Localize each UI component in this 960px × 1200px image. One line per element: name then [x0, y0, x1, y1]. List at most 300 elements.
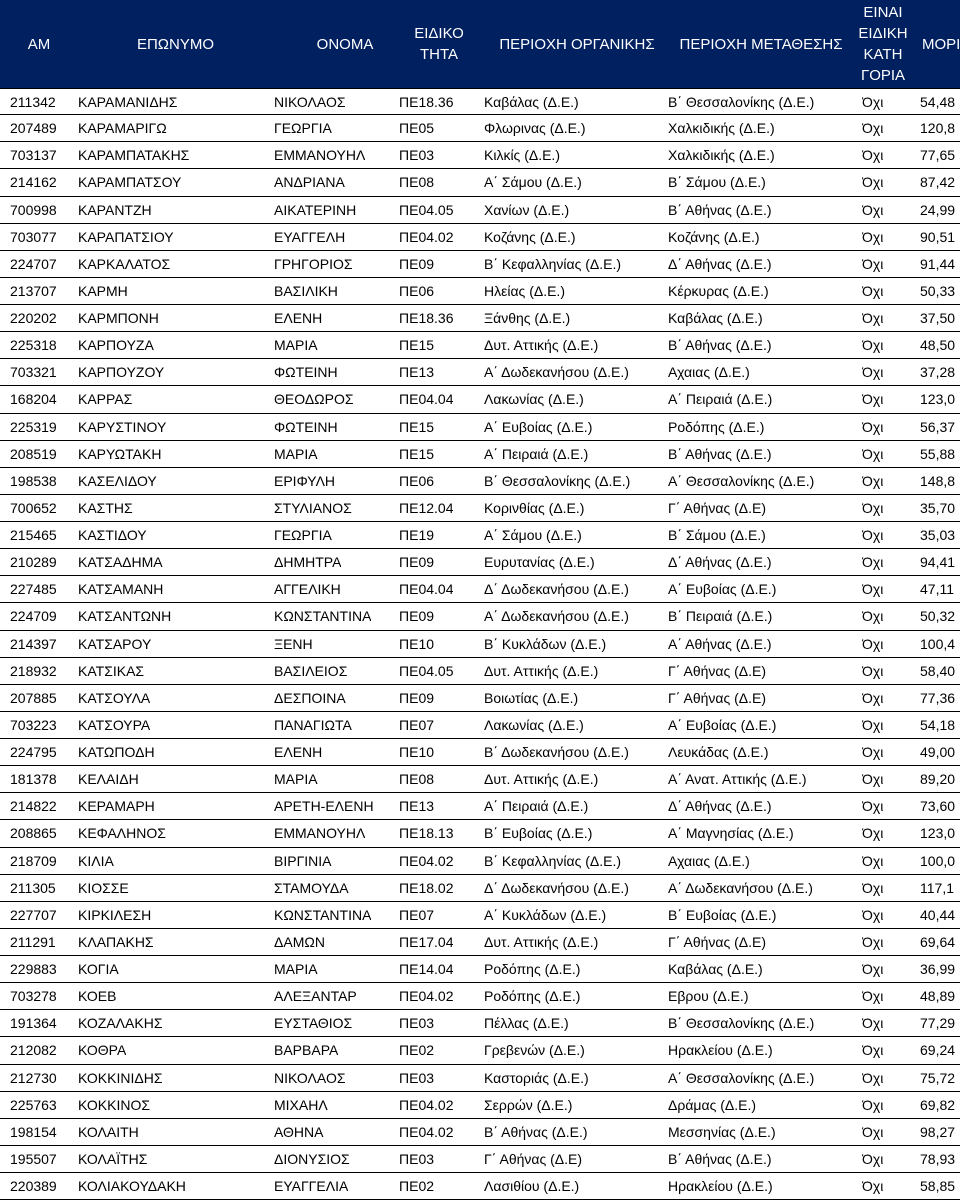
cell-eponymo: ΚΑΤΩΠΟΔΗ [78, 744, 155, 761]
cell-perioxi-organikis: Β΄ Κεφαλληνίας (Δ.Ε.) [484, 852, 622, 869]
cell-am: 220202 [10, 310, 57, 327]
cell-am: 703077 [10, 228, 57, 245]
cell-eponymo: ΚΕΦΑΛΗΝΟΣ [78, 825, 166, 842]
cell-moria: 69,64 [920, 933, 956, 950]
cell-eidiki-kathgoria: Όχι [862, 852, 884, 869]
cell-perioxi-metathesis: Β΄ Αθήνας (Δ.Ε.) [668, 445, 772, 462]
table-row [0, 603, 960, 630]
cell-onoma: ΕΥΑΓΓΕΛΙΑ [274, 1178, 349, 1195]
cell-onoma: ΜΑΡΙΑ [274, 771, 318, 788]
cell-eidiki-kathgoria: Όχι [862, 581, 884, 598]
cell-perioxi-metathesis: Γ΄ Αθήνας (Δ.Ε) [668, 662, 767, 679]
cell-moria: 100,0 [920, 852, 956, 869]
cell-am: 229883 [10, 961, 57, 978]
cell-perioxi-metathesis: Α΄ Ευβοίας (Δ.Ε.) [668, 581, 777, 598]
cell-am: 191364 [10, 1015, 57, 1032]
cell-am: 207885 [10, 689, 57, 706]
cell-perioxi-metathesis: Αχαιας (Δ.Ε.) [668, 852, 750, 869]
cell-onoma: ΔΙΟΝΥΣΙΟΣ [274, 1150, 350, 1167]
cell-eidikotita: ΠΕ13 [399, 798, 435, 815]
cell-onoma: ΞΕΝΗ [274, 635, 313, 652]
table-row [0, 902, 960, 929]
cell-eidiki-kathgoria: Όχι [862, 93, 884, 110]
cell-perioxi-metathesis: Δ΄ Αθήνας (Δ.Ε.) [668, 798, 772, 815]
cell-onoma: ΒΑΡΒΑΡΑ [274, 1042, 339, 1059]
cell-am: 218932 [10, 662, 57, 679]
table-row [0, 386, 960, 413]
cell-onoma: ΕΛΕΝΗ [274, 744, 323, 761]
cell-moria: 58,40 [920, 662, 956, 679]
cell-eidikotita: ΠΕ17.04 [399, 933, 454, 950]
cell-eidikotita: ΠΕ09 [399, 608, 435, 625]
cell-eponymo: ΚΙΟΣΣΕ [78, 879, 129, 896]
cell-eponymo: ΚΑΤΣΑΔΗΜΑ [78, 554, 163, 571]
cell-eponymo: ΚΙΛΙΑ [78, 852, 114, 869]
cell-perioxi-organikis: Ηλείας (Δ.Ε.) [484, 282, 565, 299]
cell-onoma: ΕΡΙΦΥΛΗ [274, 472, 336, 489]
cell-eponymo: ΚΟΛΙΑΚΟΥΔΑΚΗ [78, 1178, 186, 1195]
cell-moria: 69,24 [920, 1042, 956, 1059]
cell-perioxi-metathesis: Χαλκιδικής (Δ.Ε.) [668, 120, 775, 137]
cell-perioxi-organikis: Δυτ. Αττικής (Δ.Ε.) [484, 337, 599, 354]
cell-perioxi-organikis: Ροδόπης (Δ.Ε.) [484, 988, 581, 1005]
cell-perioxi-organikis: Φλωρινας (Δ.Ε.) [484, 120, 586, 137]
cell-am: 224707 [10, 255, 57, 272]
table-row [0, 1092, 960, 1119]
cell-onoma: ΒΑΣΙΛΕΙΟΣ [274, 662, 348, 679]
cell-eidiki-kathgoria: Όχι [862, 1096, 884, 1113]
table-row [0, 468, 960, 495]
cell-eidiki-kathgoria: Όχι [862, 554, 884, 571]
cell-perioxi-organikis: Κιλκίς (Δ.Ε.) [484, 147, 560, 164]
table-row [0, 414, 960, 441]
cell-perioxi-metathesis: Α΄ Θεσσαλονίκης (Δ.Ε.) [668, 1069, 815, 1086]
cell-am: 700652 [10, 499, 57, 516]
cell-perioxi-metathesis: Β΄ Θεσσαλονίκης (Δ.Ε.) [668, 93, 815, 110]
cell-eponymo: ΚΑΡΑΜΑΝΙΔΗΣ [78, 93, 178, 110]
cell-am: 227707 [10, 906, 57, 923]
cell-eidiki-kathgoria: Όχι [862, 282, 884, 299]
cell-eponymo: ΚΟΓΙΑ [78, 961, 119, 978]
cell-moria: 77,29 [920, 1015, 956, 1032]
cell-moria: 69,82 [920, 1096, 956, 1113]
cell-onoma: ΜΑΡΙΑ [274, 445, 318, 462]
cell-eidiki-kathgoria: Όχι [862, 201, 884, 218]
cell-moria: 48,89 [920, 988, 956, 1005]
cell-eponymo: ΚΑΡΥΩΤΑΚΗ [78, 445, 162, 462]
table-row [0, 251, 960, 278]
cell-moria: 35,70 [920, 499, 956, 516]
cell-eidiki-kathgoria: Όχι [862, 445, 884, 462]
cell-onoma: ΦΩΤΕΙΝΗ [274, 418, 338, 435]
cell-onoma: ΓΡΗΓΟΡΙΟΣ [274, 255, 353, 272]
cell-eidikotita: ΠΕ04.05 [399, 201, 454, 218]
cell-eidikotita: ΠΕ04.02 [399, 852, 454, 869]
table-row [0, 495, 960, 522]
cell-perioxi-metathesis: Δράμας (Δ.Ε.) [668, 1096, 756, 1113]
cell-eidikotita: ΠΕ18.36 [399, 93, 454, 110]
cell-eidikotita: ΠΕ10 [399, 635, 435, 652]
cell-perioxi-metathesis: Β΄ Αθήνας (Δ.Ε.) [668, 1150, 772, 1167]
cell-eponymo: ΚΕΛΑΙΔΗ [78, 771, 139, 788]
cell-eponymo: ΚΟΖΑΛΑΚΗΣ [78, 1015, 163, 1032]
cell-eidikotita: ΠΕ09 [399, 554, 435, 571]
cell-eponymo: ΚΑΤΣΑΜΑΝΗ [78, 581, 164, 598]
cell-am: 214822 [10, 798, 57, 815]
cell-moria: 123,0 [920, 825, 956, 842]
cell-am: 703278 [10, 988, 57, 1005]
cell-perioxi-organikis: Ροδόπης (Δ.Ε.) [484, 961, 581, 978]
cell-perioxi-metathesis: Γ΄ Αθήνας (Δ.Ε) [668, 499, 767, 516]
cell-eidiki-kathgoria: Όχι [862, 771, 884, 788]
cell-onoma: ΑΘΗΝΑ [274, 1123, 324, 1140]
cell-perioxi-metathesis: Α΄ Ανατ. Αττικής (Δ.Ε.) [668, 771, 807, 788]
cell-perioxi-metathesis: Α΄ Θεσσαλονίκης (Δ.Ε.) [668, 472, 815, 489]
cell-eidikotita: ΠΕ15 [399, 418, 435, 435]
cell-onoma: ΚΩΝΣΤΑΝΤΙΝΑ [274, 906, 372, 923]
cell-eidikotita: ΠΕ08 [399, 174, 435, 191]
table-row [0, 278, 960, 305]
cell-eidikotita: ΠΕ07 [399, 716, 435, 733]
cell-eidikotita: ΠΕ13 [399, 364, 435, 381]
cell-perioxi-metathesis: Δ΄ Αθήνας (Δ.Ε.) [668, 255, 772, 272]
table-row [0, 441, 960, 468]
cell-am: 198154 [10, 1123, 57, 1140]
cell-perioxi-organikis: Ξάνθης (Δ.Ε.) [484, 310, 571, 327]
cell-moria: 40,44 [920, 906, 956, 923]
cell-perioxi-metathesis: Α΄ Δωδεκανήσου (Δ.Ε.) [668, 879, 813, 896]
cell-eidiki-kathgoria: Όχι [862, 1042, 884, 1059]
cell-onoma: ΦΩΤΕΙΝΗ [274, 364, 338, 381]
cell-onoma: ΣΤΥΛΙΑΝΟΣ [274, 499, 352, 516]
cell-perioxi-organikis: Καστοριάς (Δ.Ε.) [484, 1069, 589, 1086]
table-row [0, 685, 960, 712]
cell-onoma: ΑΙΚΑΤΕΡΙΝΗ [274, 201, 357, 218]
cell-perioxi-organikis: Κοζάνης (Δ.Ε.) [484, 228, 576, 245]
cell-perioxi-organikis: Ευρυτανίας (Δ.Ε.) [484, 554, 595, 571]
cell-eidiki-kathgoria: Όχι [862, 1123, 884, 1140]
cell-eidiki-kathgoria: Όχι [862, 798, 884, 815]
cell-onoma: ΚΩΝΣΤΑΝΤΙΝΑ [274, 608, 372, 625]
cell-am: 225318 [10, 337, 57, 354]
table-row [0, 115, 960, 142]
cell-am: 213707 [10, 282, 57, 299]
table-row [0, 766, 960, 793]
cell-perioxi-metathesis: Εβρου (Δ.Ε.) [668, 988, 749, 1005]
cell-eponymo: ΚΑΡΡΑΣ [78, 391, 133, 408]
cell-perioxi-organikis: Α΄ Κυκλάδων (Δ.Ε.) [484, 906, 607, 923]
cell-eponymo: ΚΑΡΑΝΤΖΗ [78, 201, 152, 218]
cell-onoma: ΘΕΟΔΩΡΟΣ [274, 391, 354, 408]
table-row [0, 197, 960, 224]
cell-eidikotita: ΠΕ18.13 [399, 825, 454, 842]
cell-perioxi-organikis: Καβάλας (Δ.Ε.) [484, 93, 579, 110]
cell-onoma: ΑΡΕΤΗ-ΕΛΕΝΗ [274, 798, 374, 815]
cell-perioxi-organikis: Β΄ Κυκλάδων (Δ.Ε.) [484, 635, 607, 652]
cell-perioxi-organikis: Λακωνίας (Δ.Ε.) [484, 391, 584, 408]
cell-eponymo: ΚΟΛΑΙΤΗ [78, 1123, 139, 1140]
cell-moria: 36,99 [920, 961, 956, 978]
cell-eidikotita: ΠΕ05 [399, 120, 435, 137]
table-row [0, 576, 960, 603]
cell-perioxi-metathesis: Ηρακλείου (Δ.Ε.) [668, 1042, 773, 1059]
cell-eidikotita: ΠΕ07 [399, 906, 435, 923]
cell-eidikotita: ΠΕ04.02 [399, 1096, 454, 1113]
cell-eidiki-kathgoria: Όχι [862, 255, 884, 272]
cell-moria: 117,1 [920, 879, 954, 896]
cell-moria: 91,44 [920, 255, 956, 272]
cell-onoma: ΕΜΜΑΝΟΥΗΛ [274, 825, 366, 842]
cell-perioxi-organikis: Βοιωτίας (Δ.Ε.) [484, 689, 579, 706]
cell-perioxi-organikis: Σερρών (Δ.Ε.) [484, 1096, 573, 1113]
cell-eidikotita: ΠΕ04.04 [399, 581, 454, 598]
cell-eponymo: ΚΑΡΠΟΥΖΟΥ [78, 364, 165, 381]
cell-eponymo: ΚΑΣΤΗΣ [78, 499, 133, 516]
cell-eponymo: ΚΟΚΚΙΝΟΣ [78, 1096, 151, 1113]
cell-am: 214162 [10, 174, 57, 191]
cell-eidiki-kathgoria: Όχι [862, 716, 884, 733]
cell-perioxi-metathesis: Γ΄ Αθήνας (Δ.Ε) [668, 689, 767, 706]
cell-eidikotita: ΠΕ03 [399, 1069, 435, 1086]
cell-am: 198538 [10, 472, 57, 489]
cell-am: 195507 [10, 1150, 57, 1167]
cell-eidiki-kathgoria: Όχι [862, 391, 884, 408]
cell-moria: 89,20 [920, 771, 956, 788]
table-row [0, 712, 960, 739]
cell-am: 218709 [10, 852, 57, 869]
cell-am: 207489 [10, 120, 57, 137]
cell-eidiki-kathgoria: Όχι [862, 228, 884, 245]
cell-am: 700998 [10, 201, 57, 218]
cell-perioxi-organikis: Δυτ. Αττικής (Δ.Ε.) [484, 933, 599, 950]
cell-moria: 73,60 [920, 798, 956, 815]
cell-moria: 77,36 [920, 689, 956, 706]
cell-onoma: ΒΙΡΓΙΝΙΑ [274, 852, 332, 869]
header-am: ΑΜ [27, 35, 51, 53]
cell-eponymo: ΚΟΕΒ [78, 988, 117, 1005]
cell-eidiki-kathgoria: Όχι [862, 418, 884, 435]
cell-perioxi-metathesis: Α΄ Αθήνας (Δ.Ε.) [668, 635, 772, 652]
cell-eponymo: ΚΑΣΕΛΙΔΟΥ [78, 472, 157, 489]
header-perioxi-metathesis: ΠΕΡΙΟΧΗ ΜΕΤΑΘΕΣΗΣ [679, 35, 843, 53]
cell-perioxi-metathesis: Α΄ Πειραιά (Δ.Ε.) [668, 391, 773, 408]
table-row [0, 142, 960, 169]
table-header [0, 0, 960, 88]
cell-perioxi-metathesis: Α΄ Ευβοίας (Δ.Ε.) [668, 716, 777, 733]
cell-eidiki-kathgoria: Όχι [862, 499, 884, 516]
cell-moria: 100,4 [920, 635, 956, 652]
cell-perioxi-metathesis: Λευκάδας (Δ.Ε.) [668, 744, 769, 761]
cell-onoma: ΣΤΑΜΟΥΔΑ [274, 879, 349, 896]
cell-eidikotita: ΠΕ04.04 [399, 391, 454, 408]
cell-perioxi-metathesis: Β΄ Αθήνας (Δ.Ε.) [668, 201, 772, 218]
cell-moria: 37,28 [920, 364, 956, 381]
cell-moria: 54,48 [920, 93, 956, 110]
table-row [0, 169, 960, 196]
cell-am: 224709 [10, 608, 57, 625]
cell-perioxi-organikis: Δυτ. Αττικής (Δ.Ε.) [484, 771, 599, 788]
cell-eidikotita: ΠΕ12.04 [399, 499, 454, 516]
cell-onoma: ΠΑΝΑΓΙΩΤΑ [274, 716, 352, 733]
cell-perioxi-metathesis: Γ΄ Αθήνας (Δ.Ε) [668, 933, 767, 950]
table-row [0, 1010, 960, 1037]
table-row [0, 549, 960, 576]
table-row [0, 793, 960, 820]
cell-am: 225763 [10, 1096, 57, 1113]
cell-perioxi-metathesis: Ροδόπης (Δ.Ε.) [668, 418, 765, 435]
cell-eidiki-kathgoria: Όχι [862, 906, 884, 923]
cell-perioxi-organikis: Κορινθίας (Δ.Ε.) [484, 499, 585, 516]
cell-eidiki-kathgoria: Όχι [862, 1178, 884, 1195]
table-row [0, 305, 960, 332]
cell-eponymo: ΚΕΡΑΜΑΡΗ [78, 798, 155, 815]
cell-onoma: ΓΕΩΡΓΙΑ [274, 527, 332, 544]
cell-perioxi-organikis: Α΄ Πειραιά (Δ.Ε.) [484, 798, 589, 815]
table-row [0, 820, 960, 847]
cell-perioxi-organikis: Α΄ Δωδεκανήσου (Δ.Ε.) [484, 364, 629, 381]
cell-eidikotita: ΠΕ02 [399, 1178, 435, 1195]
cell-onoma: ΜΙΧΑΗΛ [274, 1096, 328, 1113]
cell-eponymo: ΚΑΡΚΑΛΑΤΟΣ [78, 255, 171, 272]
cell-moria: 24,99 [920, 201, 956, 218]
table-row [0, 1037, 960, 1064]
cell-onoma: ΑΝΔΡΙΑΝΑ [274, 174, 345, 191]
cell-perioxi-organikis: Β΄ Αθήνας (Δ.Ε.) [484, 1123, 588, 1140]
cell-eidiki-kathgoria: Όχι [862, 608, 884, 625]
cell-eidiki-kathgoria: Όχι [862, 337, 884, 354]
cell-eponymo: ΚΛΑΠΑΚΗΣ [78, 933, 154, 950]
cell-onoma: ΔΗΜΗΤΡΑ [274, 554, 342, 571]
cell-perioxi-metathesis: Β΄ Πειραιά (Δ.Ε.) [668, 608, 773, 625]
table-row [0, 1065, 960, 1092]
cell-perioxi-organikis: Γρεβενών (Δ.Ε.) [484, 1042, 585, 1059]
cell-am: 215465 [10, 527, 57, 544]
cell-moria: 47,11 [920, 581, 954, 598]
header-onoma: ΟΝΟΜΑ [316, 35, 374, 53]
cell-onoma: ΝΙΚΟΛΑΟΣ [274, 93, 346, 110]
cell-moria: 58,85 [920, 1178, 956, 1195]
cell-eidiki-kathgoria: Όχι [862, 527, 884, 544]
table-row [0, 332, 960, 359]
cell-eidiki-kathgoria: Όχι [862, 961, 884, 978]
cell-perioxi-organikis: Πέλλας (Δ.Ε.) [484, 1015, 569, 1032]
cell-eidiki-kathgoria: Όχι [862, 1150, 884, 1167]
cell-eidikotita: ΠΕ03 [399, 147, 435, 164]
cell-eidiki-kathgoria: Όχι [862, 120, 884, 137]
cell-onoma: ΕΥΣΤΑΘΙΟΣ [274, 1015, 353, 1032]
cell-am: 703223 [10, 716, 57, 733]
table-row [0, 1119, 960, 1146]
cell-perioxi-metathesis: Β΄ Αθήνας (Δ.Ε.) [668, 337, 772, 354]
cell-eidikotita: ΠΕ08 [399, 771, 435, 788]
cell-perioxi-metathesis: Κέρκυρας (Δ.Ε.) [668, 282, 769, 299]
header-eidikotita: ΕΙΔΙΚΟ ΤΗΤΑ [414, 25, 464, 63]
cell-eponymo: ΚΑΡΥΣΤΙΝΟΥ [78, 418, 167, 435]
cell-am: 210289 [10, 554, 57, 571]
cell-am: 212082 [10, 1042, 57, 1059]
cell-onoma: ΜΑΡΙΑ [274, 337, 318, 354]
cell-eidikotita: ΠΕ06 [399, 472, 435, 489]
cell-onoma: ΑΓΓΕΛΙΚΗ [274, 581, 341, 598]
table-row [0, 224, 960, 251]
cell-onoma: ΕΜΜΑΝΟΥΗΛ [274, 147, 366, 164]
table-row [0, 522, 960, 549]
cell-eidikotita: ΠΕ15 [399, 445, 435, 462]
cell-perioxi-metathesis: Κοζάνης (Δ.Ε.) [668, 228, 760, 245]
cell-eidiki-kathgoria: Όχι [862, 1015, 884, 1032]
cell-perioxi-organikis: Α΄ Σάμου (Δ.Ε.) [484, 174, 582, 191]
cell-eidikotita: ΠΕ04.02 [399, 988, 454, 1005]
table-body [0, 88, 960, 1200]
cell-eidikotita: ΠΕ09 [399, 689, 435, 706]
cell-perioxi-organikis: Δ΄ Δωδεκανήσου (Δ.Ε.) [484, 581, 629, 598]
cell-perioxi-metathesis: Β΄ Ευβοίας (Δ.Ε.) [668, 906, 777, 923]
cell-moria: 87,42 [920, 174, 956, 191]
table-row [0, 739, 960, 766]
cell-am: 220389 [10, 1178, 57, 1195]
cell-eidiki-kathgoria: Όχι [862, 825, 884, 842]
cell-onoma: ΔΕΣΠΟΙΝΑ [274, 689, 346, 706]
cell-moria: 50,33 [920, 282, 956, 299]
header-eponymo: ΕΠΩΝΥΜΟ [136, 35, 215, 53]
cell-onoma: ΑΛΕΞΑΝΤΑΡ [274, 988, 357, 1005]
cell-eidikotita: ΠΕ04.02 [399, 1123, 454, 1140]
cell-perioxi-organikis: Δυτ. Αττικής (Δ.Ε.) [484, 662, 599, 679]
table-row [0, 875, 960, 902]
cell-moria: 98,27 [920, 1123, 956, 1140]
cell-perioxi-organikis: Α΄ Δωδεκανήσου (Δ.Ε.) [484, 608, 629, 625]
cell-moria: 78,93 [920, 1150, 956, 1167]
cell-eponymo: ΚΑΤΣΑΝΤΩΝΗ [78, 608, 172, 625]
cell-moria: 37,50 [920, 310, 956, 327]
cell-eidikotita: ΠΕ09 [399, 255, 435, 272]
cell-moria: 50,32 [920, 608, 956, 625]
cell-moria: 94,41 [920, 554, 956, 571]
cell-eponymo: ΚΟΚΚΙΝΙΔΗΣ [78, 1069, 163, 1086]
cell-onoma: ΝΙΚΟΛΑΟΣ [274, 1069, 346, 1086]
cell-moria: 55,88 [920, 445, 956, 462]
cell-am: 212730 [10, 1069, 57, 1086]
table-row [0, 1173, 960, 1200]
cell-eidiki-kathgoria: Όχι [862, 662, 884, 679]
cell-am: 168204 [10, 391, 57, 408]
cell-onoma: ΔΑΜΩΝ [274, 933, 325, 950]
cell-perioxi-metathesis: Ηρακλείου (Δ.Ε.) [668, 1178, 773, 1195]
cell-eidikotita: ΠΕ04.05 [399, 662, 454, 679]
cell-perioxi-organikis: Χανίων (Δ.Ε.) [484, 201, 570, 218]
cell-am: 703137 [10, 147, 57, 164]
cell-eidiki-kathgoria: Όχι [862, 933, 884, 950]
table-row [0, 929, 960, 956]
cell-perioxi-metathesis: Καβάλας (Δ.Ε.) [668, 310, 763, 327]
cell-perioxi-organikis: Α΄ Σάμου (Δ.Ε.) [484, 527, 582, 544]
cell-eidiki-kathgoria: Όχι [862, 310, 884, 327]
cell-moria: 54,18 [920, 716, 956, 733]
table-row [0, 359, 960, 386]
cell-onoma: ΜΑΡΙΑ [274, 961, 318, 978]
cell-perioxi-metathesis: Β΄ Σάμου (Δ.Ε.) [668, 174, 766, 191]
cell-am: 181378 [10, 771, 57, 788]
cell-perioxi-metathesis: Β΄ Θεσσαλονίκης (Δ.Ε.) [668, 1015, 815, 1032]
cell-onoma: ΒΑΣΙΛΙΚΗ [274, 282, 338, 299]
cell-eponymo: ΚΑΡΜΠΟΝΗ [78, 310, 159, 327]
header-mores: ΜΟΡΙ [922, 35, 960, 53]
header-eidiki-kathgoria: ΕΙΝΑΙ ΕΙΔΙΚΗ ΚΑΤΗ ΓΟΡΙΑ [858, 4, 908, 84]
cell-perioxi-metathesis: Β΄ Σάμου (Δ.Ε.) [668, 527, 766, 544]
table-row [0, 658, 960, 685]
cell-eponymo: ΚΑΡΠΟΥΖΑ [78, 337, 154, 354]
cell-moria: 48,50 [920, 337, 956, 354]
